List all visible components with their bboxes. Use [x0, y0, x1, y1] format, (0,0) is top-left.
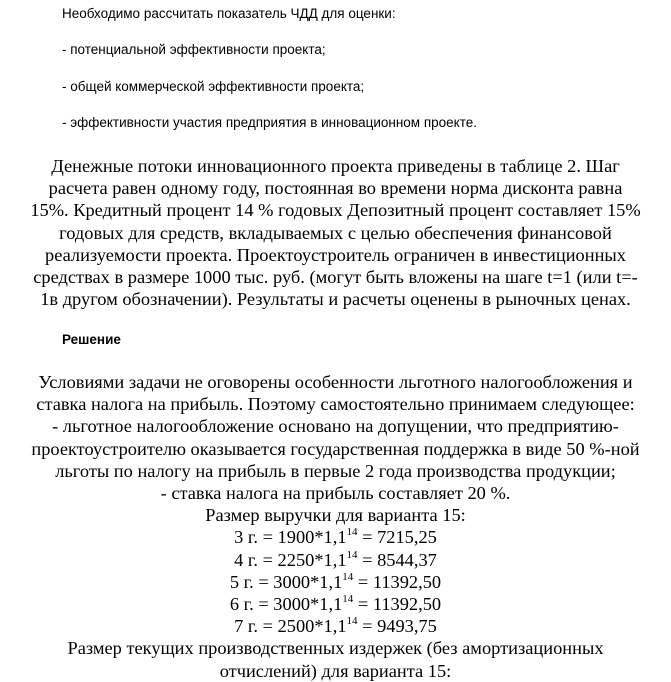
- formula: 3 г. = 1900*1,1: [234, 527, 347, 548]
- intro-item-potential: - потенциальной эффективности проекта;: [62, 42, 326, 57]
- exponent: 14: [342, 592, 354, 605]
- text-line: - ставка налога на прибыль составляет 20 %.: [160, 483, 511, 504]
- text-line: ставка налога на прибыль. Поэтому самостоятельно принимаем следующее:: [36, 394, 635, 415]
- exponent: 14: [346, 526, 358, 539]
- revenue-row: [0, 615, 671, 637]
- formula: 6 г. = 3000*1,1: [229, 594, 343, 615]
- formula: 7 г. = 2500*1,1: [234, 616, 347, 637]
- text-line: - льготное налогообложение основано на допущении, что предприятию-: [52, 416, 619, 437]
- intro-line: Необходимо рассчитать показатель ЧДД для оценки:: [62, 6, 396, 21]
- intro-item-commercial: - общей коммерческой эффективности проекта;: [62, 79, 365, 94]
- exponent: 14: [342, 570, 354, 583]
- result: = 9493,75: [357, 616, 437, 637]
- text-line: расчета равен одному году, постоянная во времени норма дисконта равна: [48, 178, 623, 199]
- costs-title: Размер текущих производственных издержек (без амортизационных: [67, 638, 604, 659]
- text-line: льготы по налогу на прибыль в первые 2 года производства продукции;: [55, 460, 616, 481]
- result: = 8544,37: [357, 549, 437, 570]
- exponent: 14: [346, 615, 358, 628]
- text-line: годовых для средств, вкладываемых с целью обеспечения финансовой: [59, 222, 612, 243]
- formula: 4 г. = 2250*1,1: [234, 549, 347, 570]
- text-line: Денежные потоки инновационного проекта приведены в таблице 2. Шаг: [51, 156, 620, 176]
- text-line: 1в другом обозначении). Результаты и расчеты оценены в рыночных ценах.: [40, 289, 631, 310]
- revenue-row: [0, 549, 671, 571]
- text-line: Условиями задачи не оговорены особенности льготного налогообложения и: [38, 372, 633, 392]
- formula: 5 г. = 3000*1,1: [229, 571, 343, 592]
- paragraph-assumptions: [0, 371, 671, 682]
- text-line: 15%. Кредитный процент 14 % годовых Депозитный процент составляет 15%: [30, 200, 641, 221]
- result: = 7215,25: [357, 527, 437, 548]
- revenue-row: [0, 526, 671, 548]
- result: = 11392,50: [353, 571, 442, 592]
- paragraph-cashflow: [0, 155, 671, 310]
- text-line: реализуемости проекта. Проектоустроитель ограничен в инвестиционных: [45, 244, 626, 265]
- revenue-row: [0, 571, 671, 593]
- costs-title: отчислений) для варианта 15:: [219, 660, 452, 681]
- exponent: 14: [346, 548, 358, 561]
- revenue-row: [0, 593, 671, 615]
- text-line: средствах в размере 1000 тыс. руб. (могут быть вложены на шаге t=1 (или t=-: [33, 267, 638, 288]
- intro-item-participation: - эффективности участия предприятия в инновационном проекте.: [62, 115, 478, 130]
- revenue-title: Размер выручки для варианта 15:: [205, 505, 466, 526]
- result: = 11392,50: [353, 594, 442, 615]
- text-line: проектоустроителю оказывается государственная поддержка в виде 50 %-ной: [31, 438, 640, 459]
- solution-heading: Решение: [62, 332, 121, 347]
